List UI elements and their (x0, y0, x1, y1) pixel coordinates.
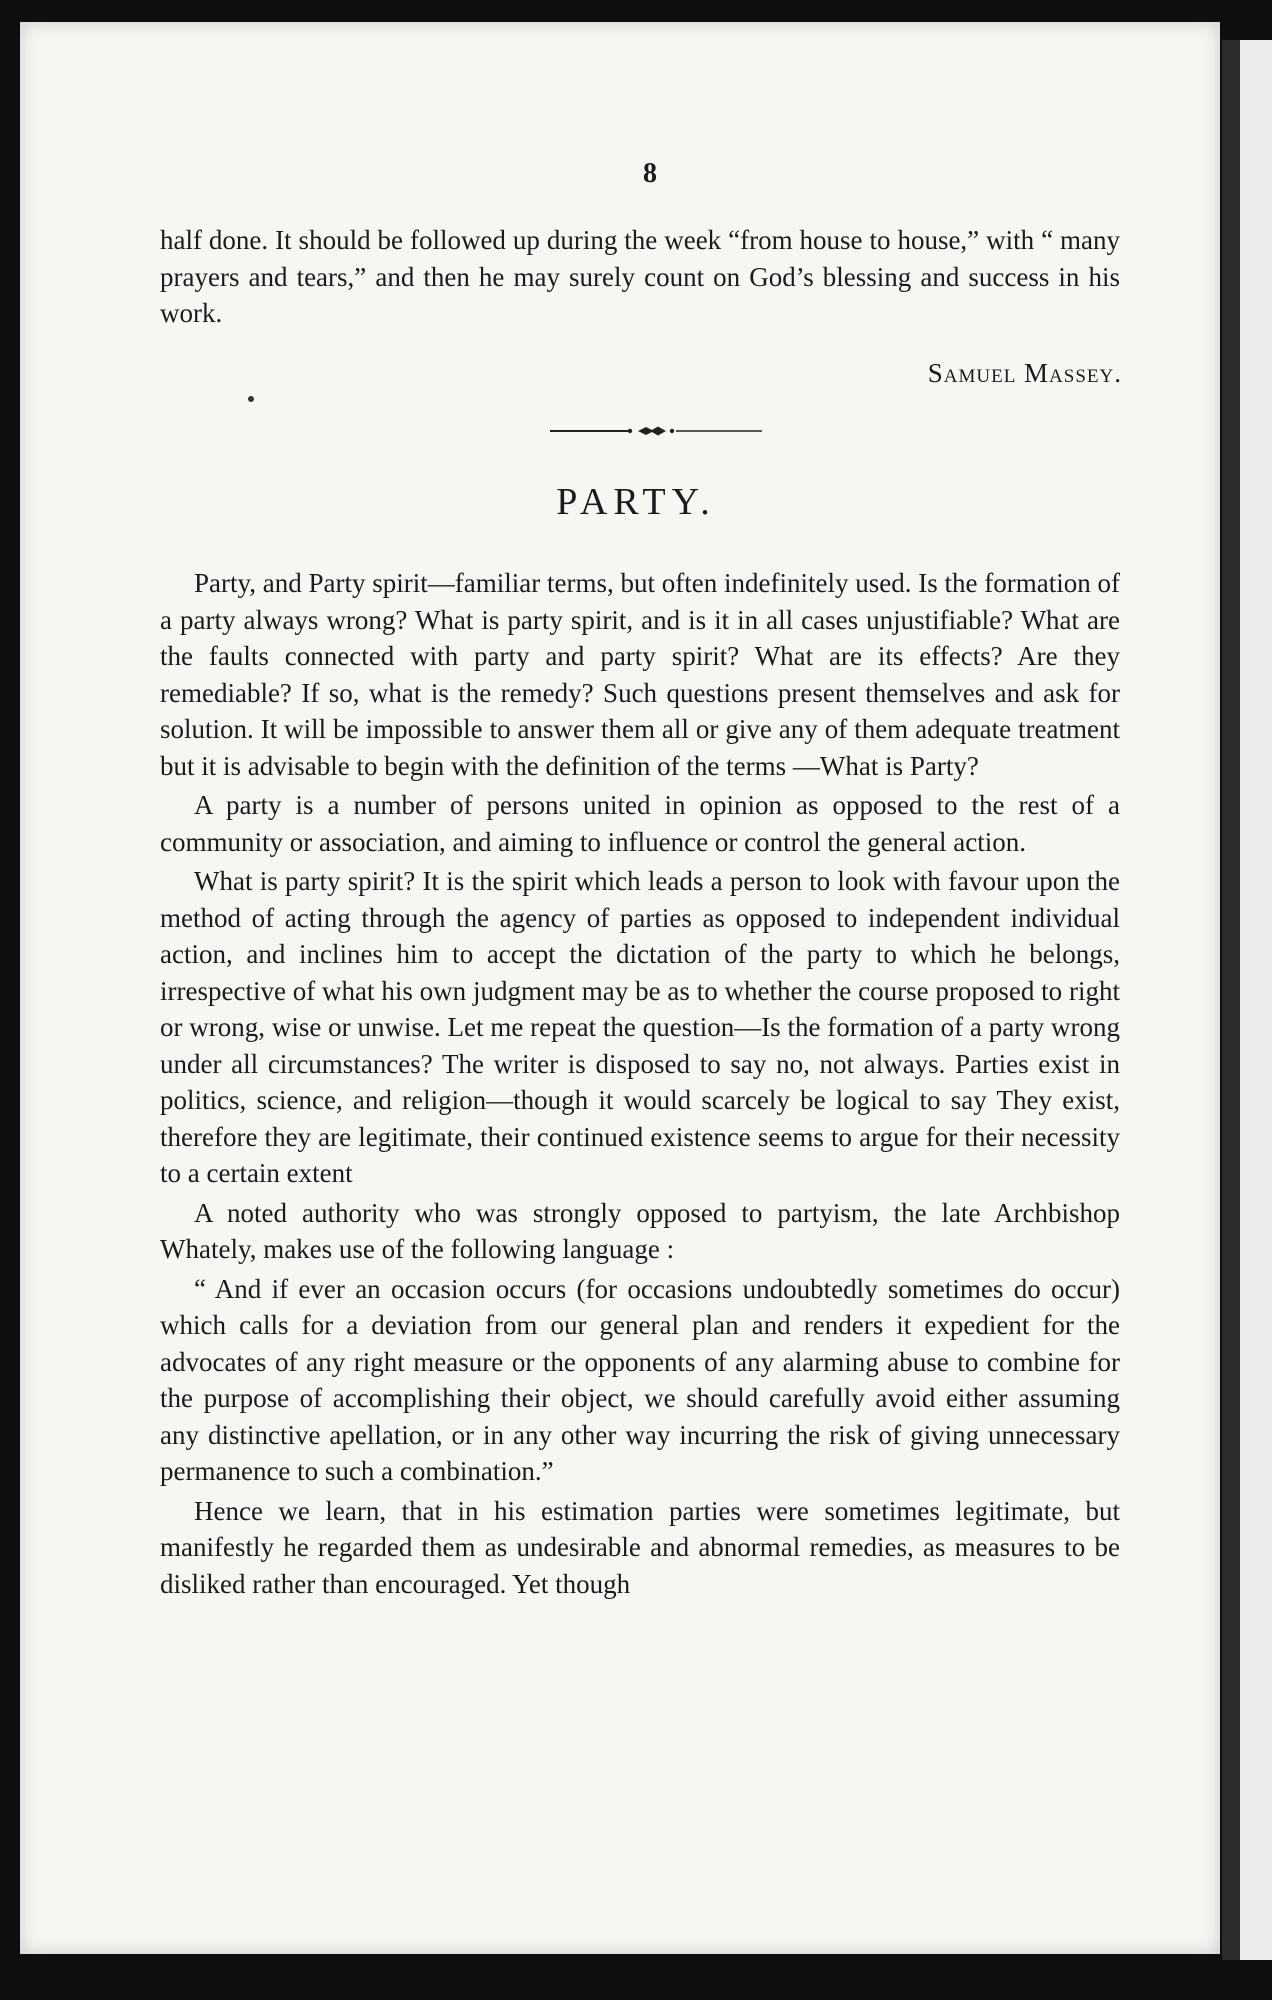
adjacent-page-edge (1222, 40, 1272, 1960)
paragraph: What is party spirit? It is the spirit which leads a person to look with favour upon the method of acting through the agency of parties as opposed to independent individual action, and inclines him to accept the dictation of the party to which he belongs, irrespective of what his own judgment may be as to whether the course proposed to right or wrong, wise or unwise. Let me repeat the question—Is the formation of a party wrong under all circumstances? The writer is disposed to say no, not always. Parties exist in politics, science, and religion—though it would scarcely be logical to say They exist, therefore they are legitimate, their continued existence seems to argue for their necessity to a certain extent (160, 866, 1120, 1188)
page-number: 8 (643, 158, 657, 189)
paragraph: Party, and Party spirit—familiar terms, but often indefinitely used. Is the formation of a party always wrong? What is party spirit, and is it in all cases unjustifiable? What are the faults connected with party and party spirit? What are its effects? Are they remediable? If so, what is the remedy? Such questions present themselves and ask for solution. It will be impossible to answer them all or give any of them adequate treatment but it is advisable to begin with the definition of the terms —What is Party? (160, 568, 1120, 781)
section-divider-ornament (550, 424, 762, 438)
quotation-paragraph: “ And if ever an occasion occurs (for occasions undoubtedly sometimes do occur) which calls for a deviation from our general plan and renders it expedient for the advocates of any right measure or the opponents of any alarming abuse to combine for the purpose of accomplishing their object, we should carefully avoid either assuming any distinctive apellation, or in any other way incurring the risk of giving unnecessary permanence to such a combination.” (160, 1273, 1120, 1486)
paragraph: A party is a number of persons united in opinion as opposed to the rest of a community or association, and aiming to influence or control the general action. (160, 790, 1120, 857)
continued-paragraph: half done. It should be followed up during the week “from house to house,” with “ many prayers and tears,” and then he may surely count on God’s blessing and success in his work. (160, 225, 1120, 328)
paragraph: Hence we learn, that in his estimation parties were sometimes legitimate, but manifestly he regarded them as undesirable and abnormal remedies, as measures to be disliked rather than encouraged. Yet though (160, 1495, 1120, 1599)
ink-speck (248, 396, 254, 402)
author-signature: Samuel Massey. (927, 358, 1122, 388)
article-body (160, 565, 1120, 1605)
section-title: PARTY. (556, 481, 716, 523)
paragraph: A noted authority who was strongly opposed to partyism, the late Archbishop Whately, makes use of the following language : (160, 1197, 1120, 1264)
